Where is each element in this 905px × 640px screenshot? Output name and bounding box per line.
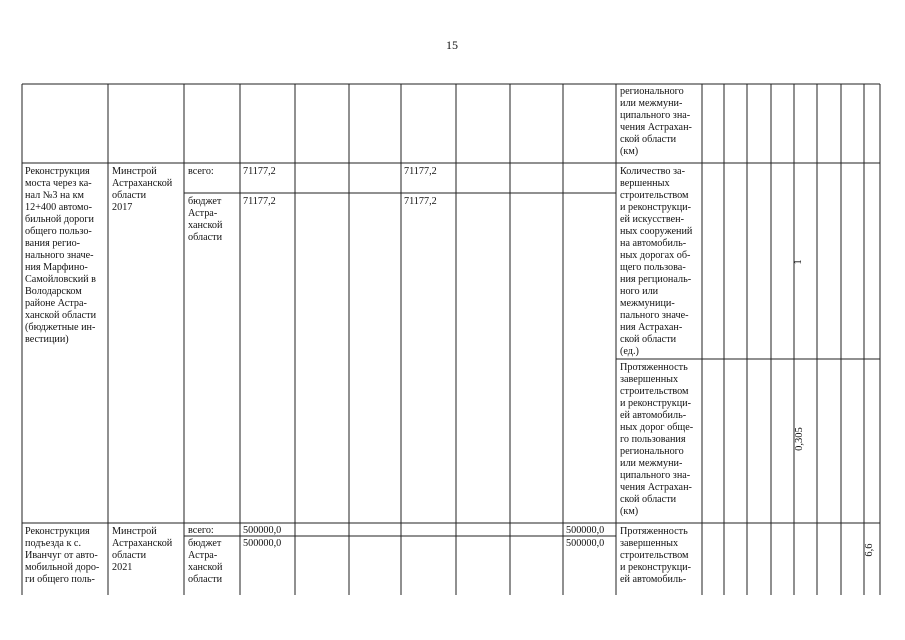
- object1-indicator2: Протяженность завершенных строительством и реконструкци- ей автомобиль- ных дорог обще- го пользования регионального или межмуни- ципального зна- чения Астрахан- ской области (км): [620, 362, 694, 517]
- page-number: 15: [446, 38, 458, 52]
- object2-total-value: 500000,0: [243, 525, 282, 536]
- object2-source-budget: бюджет Астра- ханской области: [188, 538, 223, 585]
- object1-name: Реконструкция моста через ка- нал №3 на км 12+400 автомо- бильной дороги общего пользо- вания регио- нального значе- ния Марфино- Самойловский в Володарском районе Астра- ханской области (бюджетные ин- вестиции): [25, 166, 97, 345]
- object1-year-value: 71177,2: [404, 166, 437, 177]
- top-indicator-text: регионального или межмуни- ципального зна- чения Астрахан- ской области (км): [620, 86, 692, 157]
- object1-source-budget: бюджет Астра- ханской области: [188, 196, 223, 243]
- object1-indicator1-value: 1: [793, 259, 804, 265]
- object2-budget-value: 500000,0: [243, 538, 282, 549]
- object1-indicator2-value: 0,305: [794, 427, 805, 451]
- object1-total-value: 71177,2: [243, 166, 276, 177]
- object2-budget-year-value: 500000,0: [566, 538, 605, 549]
- object1-executor: Минстрой Астраханской области 2017: [112, 166, 173, 213]
- object2-executor: Минстрой Астраханской области 2021: [112, 526, 173, 573]
- object2-year-value: 500000,0: [566, 525, 605, 536]
- object1-budget-year-value: 71177,2: [404, 196, 437, 207]
- object2-source-total: всего:: [188, 525, 214, 536]
- object2-indicator1-value: 6,6: [864, 543, 875, 557]
- object2-indicator1: Протяженность завершенных строительством и реконструкци- ей автомобиль-: [620, 526, 691, 585]
- object1-indicator1: Количество за- вершенных строительством и реконструкци- ей искусствен- ных сооружений на автомобиль- ных дорогах об- щего пользова- ния регциональ- ного или межмуници- пального значе- ния Астрахан- ской области (ед.): [620, 166, 693, 357]
- object1-budget-value: 71177,2: [243, 196, 276, 207]
- object1-source-total: всего:: [188, 166, 214, 177]
- object2-name: Реконструкция подъезда к с. Иванчуг от авто- мобильной доро- ги общего поль-: [25, 526, 100, 585]
